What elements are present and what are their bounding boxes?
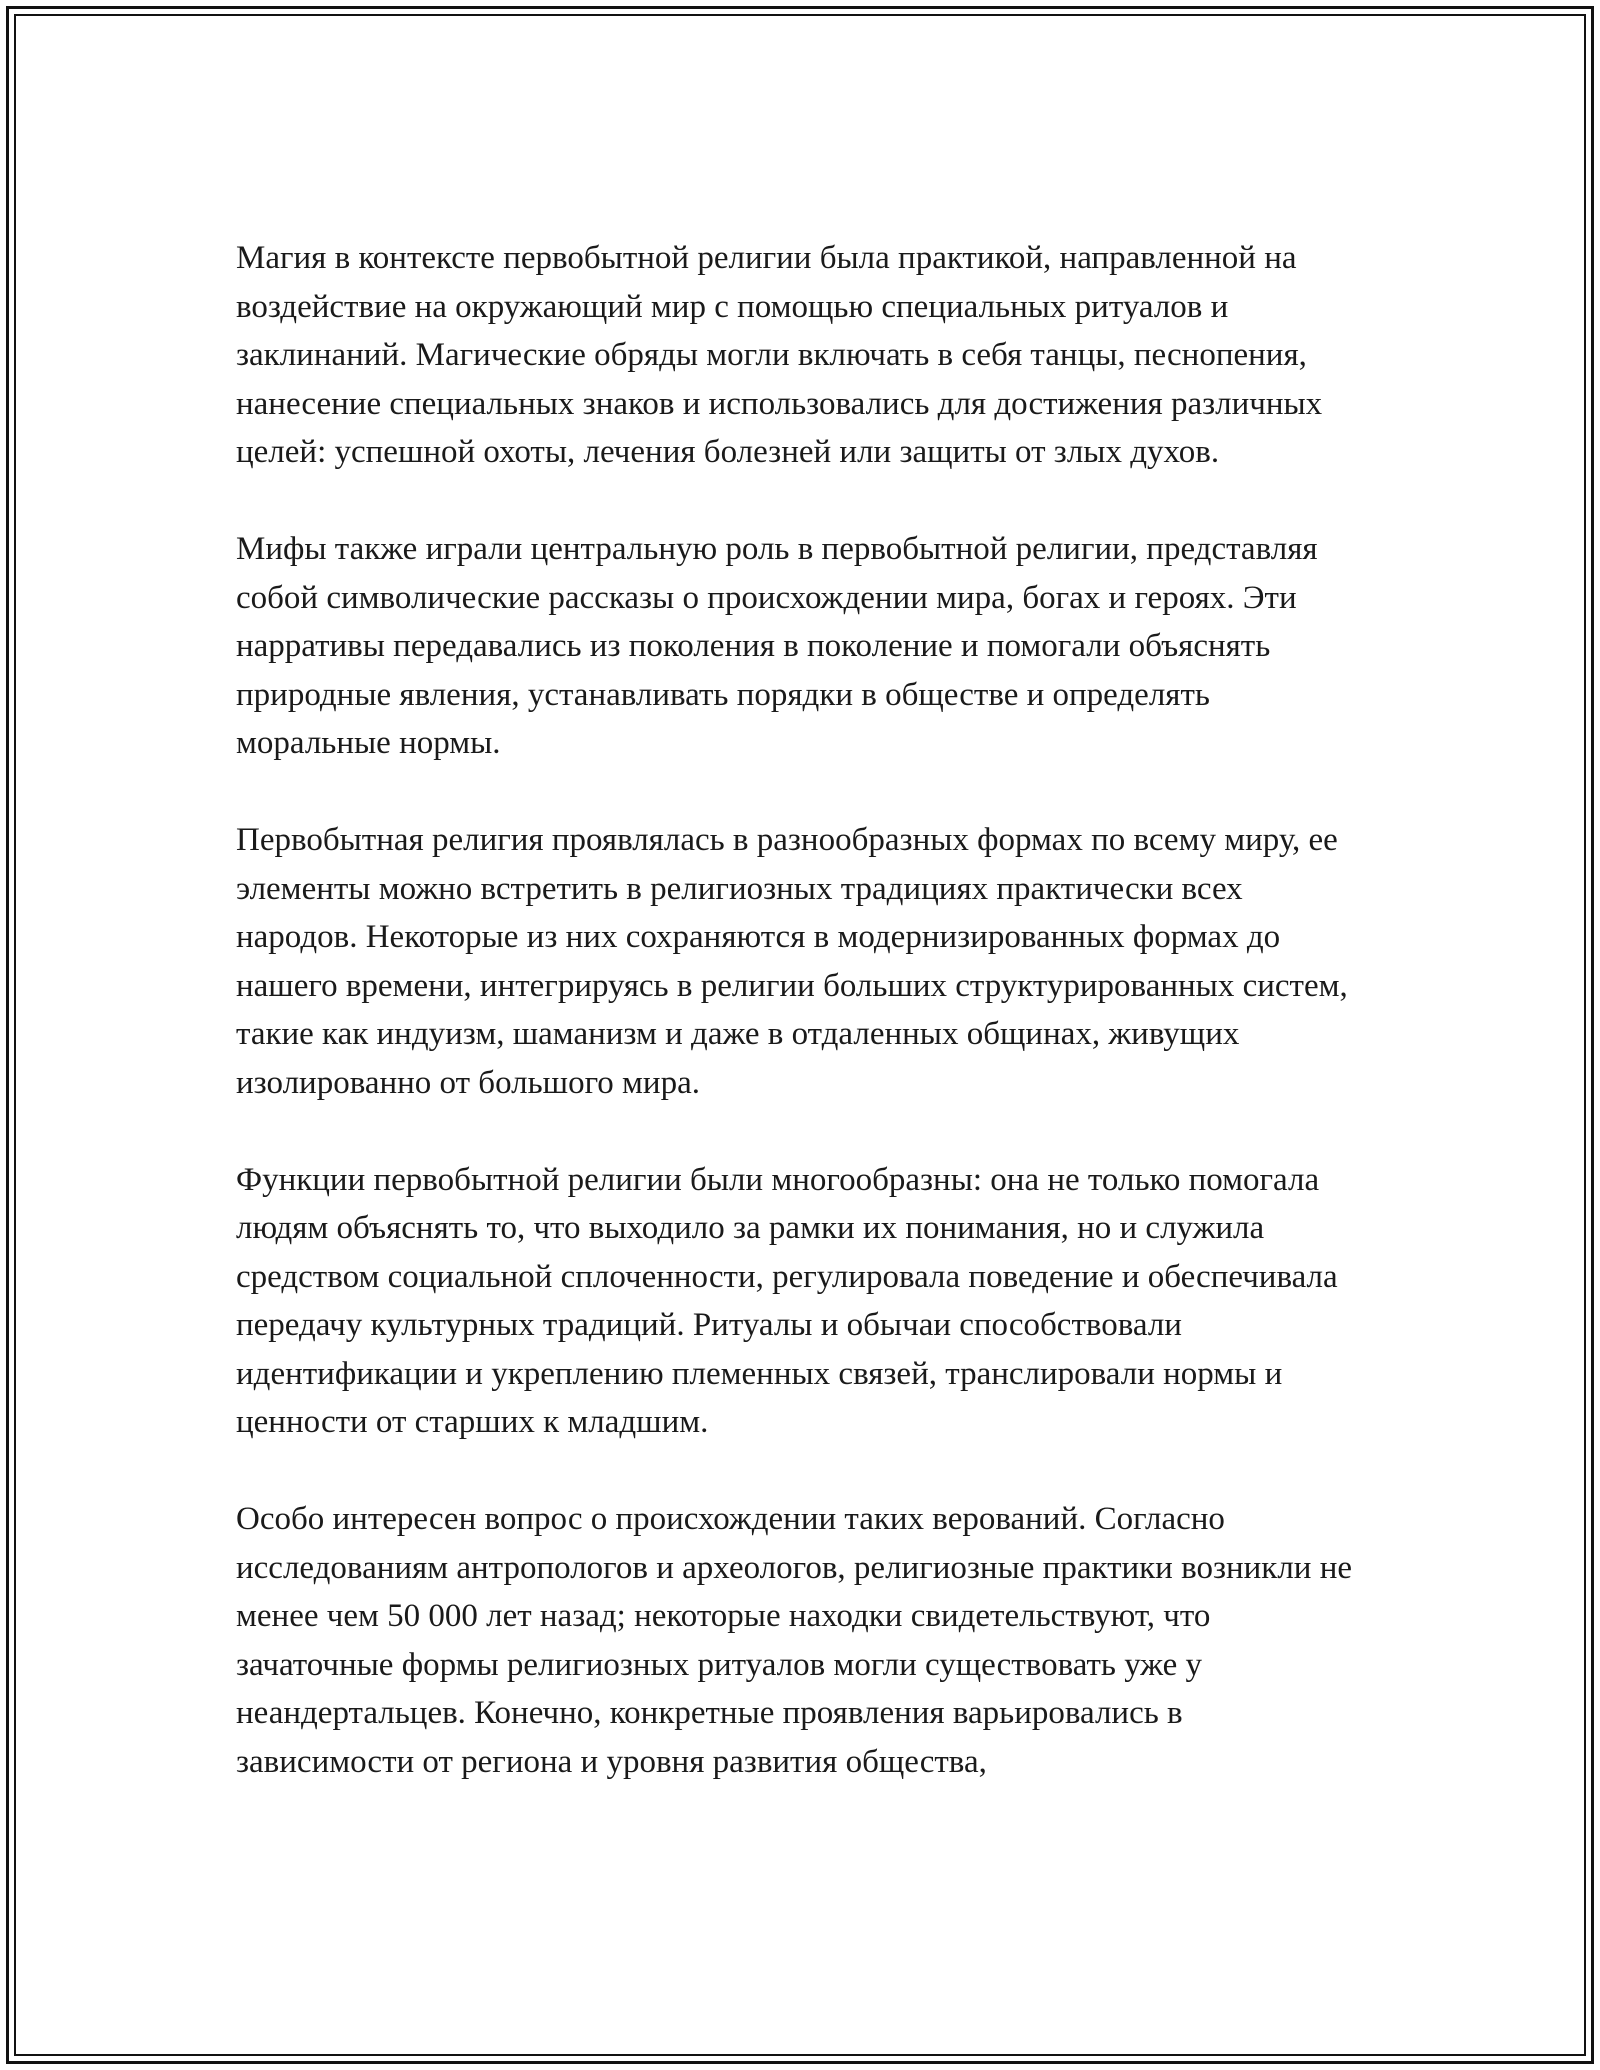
- document-body: [236, 234, 1366, 1786]
- paragraph-myths: Мифы также играли центральную роль в первобытной религии, представляя собой символические рассказы о происхождении мира, богах и героях. Эти нарративы передавались из поколения в поколение и помогали объяснять природные явления, устанавливать порядки в обществе и определять моральные нормы.: [236, 531, 1318, 761]
- paragraph-functions: Функции первобытной религии были многообразны: она не только помогала людям объяснять то, что выходило за рамки их понимания, но и служила средством социальной сплоченности, регулировала поведение и обеспечивала передачу культурных традиций. Ритуалы и обычаи способствовали идентификации и укреплению племенных связей, транслировали нормы и ценности от старших к младшим.: [236, 1161, 1338, 1440]
- paragraph-origins: Особо интересен вопрос о происхождении таких верований. Согласно исследованиям антропологов и археологов, религиозные практики возникли не менее чем 50 000 лет назад; некоторые находки свидетельствуют, что зачаточные формы религиозных ритуалов могли существовать уже у неандертальцев. Конечно, конкретные проявления варьировались в зависимости от региона и уровня развития общества,: [236, 1501, 1353, 1780]
- paragraph-forms: Первобытная религия проявлялась в разнообразных формах по всему миру, ее элементы можно встретить в религиозных традициях практически всех народов. Некоторые из них сохраняются в модернизированных формах до нашего времени, интегрируясь в религии больших структурированных систем, такие как индуизм, шаманизм и даже в отдаленных общинах, живущих изолированно от большого мира.: [236, 822, 1348, 1101]
- paragraph-magic: Магия в контексте первобытной религии была практикой, направленной на воздействие на окружающий мир с помощью специальных ритуалов и заклинаний. Магические обряды могли включать в себя танцы, песнопения, нанесение специальных знаков и использовались для достижения различных целей: успешной охоты, лечения болезней или защиты от злых духов.: [236, 240, 1323, 470]
